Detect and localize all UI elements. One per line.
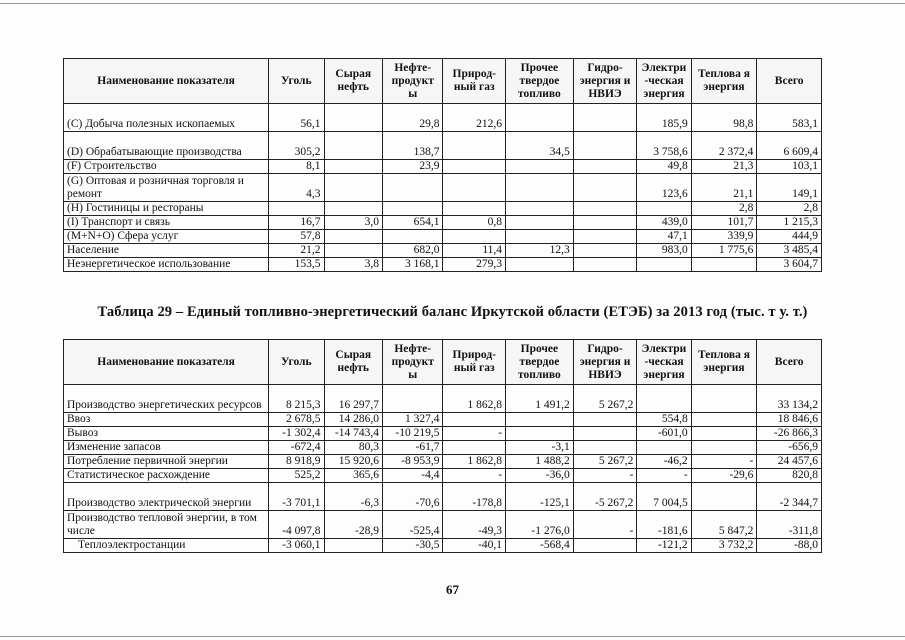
table-row xyxy=(64,385,822,413)
value-cell: -88,0 xyxy=(757,539,822,553)
value-cell: 34,5 xyxy=(506,132,574,160)
value-cell: -29,6 xyxy=(691,469,757,483)
row-label: (M+N+O) Сфера услуг xyxy=(64,230,269,244)
row-label: Теплоэлектростанции xyxy=(64,539,269,553)
value-cell: -6,3 xyxy=(324,483,382,511)
header-cell: Сырая нефть xyxy=(324,59,382,104)
header-cell: Природ-ный газ xyxy=(443,59,506,104)
value-cell: 654,1 xyxy=(382,216,443,230)
value-cell xyxy=(573,104,637,132)
value-cell: 8,1 xyxy=(269,160,324,174)
table-row xyxy=(64,244,822,258)
row-label: Статистическое расхождение xyxy=(64,469,269,483)
value-cell: 983,0 xyxy=(637,244,691,258)
value-cell xyxy=(637,441,691,455)
value-cell: -656,9 xyxy=(757,441,822,455)
value-cell xyxy=(443,441,506,455)
value-cell xyxy=(573,427,637,441)
table-row xyxy=(64,483,822,511)
value-cell: 153,5 xyxy=(269,258,324,272)
header-cell: Гидро-энергия и НВИЭ xyxy=(573,59,637,104)
value-cell xyxy=(506,258,574,272)
table-row xyxy=(64,216,822,230)
value-cell xyxy=(324,539,382,553)
table-row xyxy=(64,174,822,202)
value-cell: 3,8 xyxy=(324,258,382,272)
value-cell xyxy=(324,104,382,132)
value-cell: 6 609,4 xyxy=(757,132,822,160)
value-cell: 3,0 xyxy=(324,216,382,230)
value-cell: 3 485,4 xyxy=(757,244,822,258)
table-row xyxy=(64,258,822,272)
table-row xyxy=(64,104,822,132)
value-cell xyxy=(573,174,637,202)
value-cell xyxy=(573,441,637,455)
value-cell: 21,3 xyxy=(691,160,757,174)
value-cell xyxy=(324,230,382,244)
value-cell xyxy=(573,202,637,216)
value-cell xyxy=(506,216,574,230)
value-cell xyxy=(443,202,506,216)
table-row xyxy=(64,427,822,441)
value-cell: 3 758,6 xyxy=(637,132,691,160)
value-cell: -2 344,7 xyxy=(757,483,822,511)
page-number: 67 xyxy=(446,582,459,597)
row-label: (G) Оптовая и розничная торговля и ремонт xyxy=(64,174,269,202)
value-cell: 2,8 xyxy=(691,202,757,216)
value-cell: 3 604,7 xyxy=(757,258,822,272)
header-cell: Теплова я энергия xyxy=(691,340,757,385)
row-label: Ввоз xyxy=(64,413,269,427)
value-cell: -40,1 xyxy=(443,539,506,553)
value-cell: 21,1 xyxy=(691,174,757,202)
value-cell: 5 267,2 xyxy=(573,385,637,413)
header-cell: Электри -ческая энергия xyxy=(637,340,691,385)
value-cell xyxy=(506,160,574,174)
value-cell xyxy=(443,174,506,202)
value-cell: -181,6 xyxy=(637,511,691,539)
value-cell: 4,3 xyxy=(269,174,324,202)
value-cell: 80,3 xyxy=(324,441,382,455)
value-cell xyxy=(382,230,443,244)
header-cell: Природ-ный газ xyxy=(443,340,506,385)
value-cell: 101,7 xyxy=(691,216,757,230)
value-cell: 8 918,9 xyxy=(269,455,324,469)
value-cell: 7 004,5 xyxy=(637,483,691,511)
row-label: (C) Добыча полезных ископаемых xyxy=(64,104,269,132)
table-energy-balance-2013 xyxy=(63,339,822,553)
value-cell: -3,1 xyxy=(506,441,574,455)
table-header-row xyxy=(64,59,822,104)
value-cell: -672,4 xyxy=(269,441,324,455)
value-cell: -1 302,4 xyxy=(269,427,324,441)
value-cell xyxy=(573,216,637,230)
value-cell: 339,9 xyxy=(691,230,757,244)
row-label: Потребление первичной энергии xyxy=(64,455,269,469)
value-cell xyxy=(443,230,506,244)
value-cell: -28,9 xyxy=(324,511,382,539)
value-cell: 21,2 xyxy=(269,244,324,258)
value-cell xyxy=(443,160,506,174)
value-cell xyxy=(506,230,574,244)
row-label: Производство энергетических ресурсов xyxy=(64,385,269,413)
value-cell: 8 215,3 xyxy=(269,385,324,413)
table-row xyxy=(64,132,822,160)
value-cell: - xyxy=(637,469,691,483)
row-label: Производство электрической энергии xyxy=(64,483,269,511)
value-cell: 56,1 xyxy=(269,104,324,132)
header-cell: Уголь xyxy=(269,59,324,104)
value-cell xyxy=(324,160,382,174)
header-cell: Прочее твердое топливо xyxy=(506,59,574,104)
value-cell: 29,8 xyxy=(382,104,443,132)
value-cell: 583,1 xyxy=(757,104,822,132)
header-cell: Теплова я энергия xyxy=(691,59,757,104)
value-cell: 1 327,4 xyxy=(382,413,443,427)
value-cell: 24 457,6 xyxy=(757,455,822,469)
table-row xyxy=(64,539,822,553)
value-cell: -36,0 xyxy=(506,469,574,483)
header-cell: Сырая нефть xyxy=(324,340,382,385)
value-cell xyxy=(637,385,691,413)
value-cell: -178,8 xyxy=(443,483,506,511)
value-cell xyxy=(324,244,382,258)
value-cell: -568,4 xyxy=(506,539,574,553)
value-cell xyxy=(269,202,324,216)
value-cell: -121,2 xyxy=(637,539,691,553)
value-cell xyxy=(691,427,757,441)
row-label: Производство тепловой энергии, в том числе xyxy=(64,511,269,539)
value-cell: 18 846,6 xyxy=(757,413,822,427)
value-cell: 682,0 xyxy=(382,244,443,258)
value-cell: 11,4 xyxy=(443,244,506,258)
value-cell: -1 276,0 xyxy=(506,511,574,539)
value-cell xyxy=(691,441,757,455)
value-cell: 820,8 xyxy=(757,469,822,483)
value-cell: -49,3 xyxy=(443,511,506,539)
value-cell: 525,2 xyxy=(269,469,324,483)
value-cell: -10 219,5 xyxy=(382,427,443,441)
row-label: Изменение запасов xyxy=(64,441,269,455)
value-cell xyxy=(573,160,637,174)
table-header-row xyxy=(64,340,822,385)
value-cell: -601,0 xyxy=(637,427,691,441)
value-cell: 365,6 xyxy=(324,469,382,483)
value-cell xyxy=(382,385,443,413)
value-cell: 1 488,2 xyxy=(506,455,574,469)
value-cell: 16 297,7 xyxy=(324,385,382,413)
value-cell: - xyxy=(443,469,506,483)
value-cell: 3 168,1 xyxy=(382,258,443,272)
header-cell: Гидро-энергия и НВИЭ xyxy=(573,340,637,385)
value-cell xyxy=(573,413,637,427)
table-consumption-by-sector xyxy=(63,58,822,272)
value-cell xyxy=(506,413,574,427)
value-cell: - xyxy=(573,469,637,483)
table-row xyxy=(64,202,822,216)
value-cell: -30,5 xyxy=(382,539,443,553)
value-cell: 103,1 xyxy=(757,160,822,174)
value-cell: -4,4 xyxy=(382,469,443,483)
value-cell: 279,3 xyxy=(443,258,506,272)
row-label: Население xyxy=(64,244,269,258)
value-cell: -4 097,8 xyxy=(269,511,324,539)
table-row xyxy=(64,511,822,539)
value-cell xyxy=(443,132,506,160)
value-cell: 185,9 xyxy=(637,104,691,132)
value-cell xyxy=(443,413,506,427)
value-cell xyxy=(573,258,637,272)
value-cell: 149,1 xyxy=(757,174,822,202)
value-cell: 444,9 xyxy=(757,230,822,244)
row-label: (F) Строительство xyxy=(64,160,269,174)
value-cell: 12,3 xyxy=(506,244,574,258)
value-cell xyxy=(506,427,574,441)
value-cell xyxy=(506,174,574,202)
value-cell: 47,1 xyxy=(637,230,691,244)
value-cell xyxy=(382,202,443,216)
value-cell: 5 267,2 xyxy=(573,455,637,469)
value-cell: 1 775,6 xyxy=(691,244,757,258)
value-cell xyxy=(691,385,757,413)
value-cell: 305,2 xyxy=(269,132,324,160)
value-cell: 2,8 xyxy=(757,202,822,216)
value-cell: - xyxy=(691,455,757,469)
value-cell: 554,8 xyxy=(637,413,691,427)
value-cell xyxy=(324,132,382,160)
value-cell: -525,4 xyxy=(382,511,443,539)
table-row xyxy=(64,469,822,483)
value-cell: 57,8 xyxy=(269,230,324,244)
row-label: (H) Гостиницы и рестораны xyxy=(64,202,269,216)
value-cell: 15 920,6 xyxy=(324,455,382,469)
value-cell: 1 862,8 xyxy=(443,455,506,469)
header-cell: Нефте-продукт ы xyxy=(382,59,443,104)
value-cell xyxy=(573,244,637,258)
value-cell xyxy=(691,413,757,427)
table-row xyxy=(64,230,822,244)
value-cell: - xyxy=(443,427,506,441)
value-cell: 98,8 xyxy=(691,104,757,132)
value-cell: -311,8 xyxy=(757,511,822,539)
row-label: (I) Транспорт и связь xyxy=(64,216,269,230)
value-cell xyxy=(691,258,757,272)
value-cell: -26 866,3 xyxy=(757,427,822,441)
header-cell: Наименование показателя xyxy=(64,59,269,104)
value-cell: -70,6 xyxy=(382,483,443,511)
value-cell: 1 215,3 xyxy=(757,216,822,230)
value-cell: -61,7 xyxy=(382,441,443,455)
value-cell: 23,9 xyxy=(382,160,443,174)
table-row xyxy=(64,413,822,427)
header-cell: Электри -ческая энергия xyxy=(637,59,691,104)
value-cell: -125,1 xyxy=(506,483,574,511)
value-cell: -3 060,1 xyxy=(269,539,324,553)
value-cell: 14 286,0 xyxy=(324,413,382,427)
table-row xyxy=(64,455,822,469)
value-cell: 1 491,2 xyxy=(506,385,574,413)
value-cell: - xyxy=(573,511,637,539)
header-cell: Всего xyxy=(757,340,822,385)
value-cell: -3 701,1 xyxy=(269,483,324,511)
value-cell: 16,7 xyxy=(269,216,324,230)
value-cell xyxy=(637,258,691,272)
value-cell: 0,8 xyxy=(443,216,506,230)
value-cell xyxy=(506,202,574,216)
value-cell: 5 847,2 xyxy=(691,511,757,539)
value-cell: -5 267,2 xyxy=(573,483,637,511)
value-cell xyxy=(691,483,757,511)
value-cell xyxy=(573,539,637,553)
table-row xyxy=(64,441,822,455)
header-cell: Нефте-продукт ы xyxy=(382,340,443,385)
header-cell: Прочее твердое топливо xyxy=(506,340,574,385)
value-cell: 33 134,2 xyxy=(757,385,822,413)
value-cell: 49,8 xyxy=(637,160,691,174)
value-cell: 212,6 xyxy=(443,104,506,132)
value-cell xyxy=(382,174,443,202)
header-cell: Уголь xyxy=(269,340,324,385)
value-cell: 439,0 xyxy=(637,216,691,230)
value-cell xyxy=(573,132,637,160)
value-cell: 2 372,4 xyxy=(691,132,757,160)
value-cell: -46,2 xyxy=(637,455,691,469)
value-cell xyxy=(324,174,382,202)
row-label: Вывоз xyxy=(64,427,269,441)
value-cell: 138,7 xyxy=(382,132,443,160)
value-cell: 3 732,2 xyxy=(691,539,757,553)
header-cell: Наименование показателя xyxy=(64,340,269,385)
value-cell xyxy=(637,202,691,216)
value-cell xyxy=(324,202,382,216)
value-cell: 123,6 xyxy=(637,174,691,202)
value-cell: -8 953,9 xyxy=(382,455,443,469)
value-cell xyxy=(506,104,574,132)
row-label: Неэнергетическое использование xyxy=(64,258,269,272)
header-cell: Всего xyxy=(757,59,822,104)
table-row xyxy=(64,160,822,174)
value-cell: 2 678,5 xyxy=(269,413,324,427)
table-caption: Таблица 29 – Единый топливно-энергетический баланс Иркутской области (ЕТЭБ) за 2013 год (тыс. т у. т.) xyxy=(97,304,808,320)
value-cell: -14 743,4 xyxy=(324,427,382,441)
row-label: (D) Обрабатывающие производства xyxy=(64,132,269,160)
value-cell xyxy=(573,230,637,244)
value-cell: 1 862,8 xyxy=(443,385,506,413)
